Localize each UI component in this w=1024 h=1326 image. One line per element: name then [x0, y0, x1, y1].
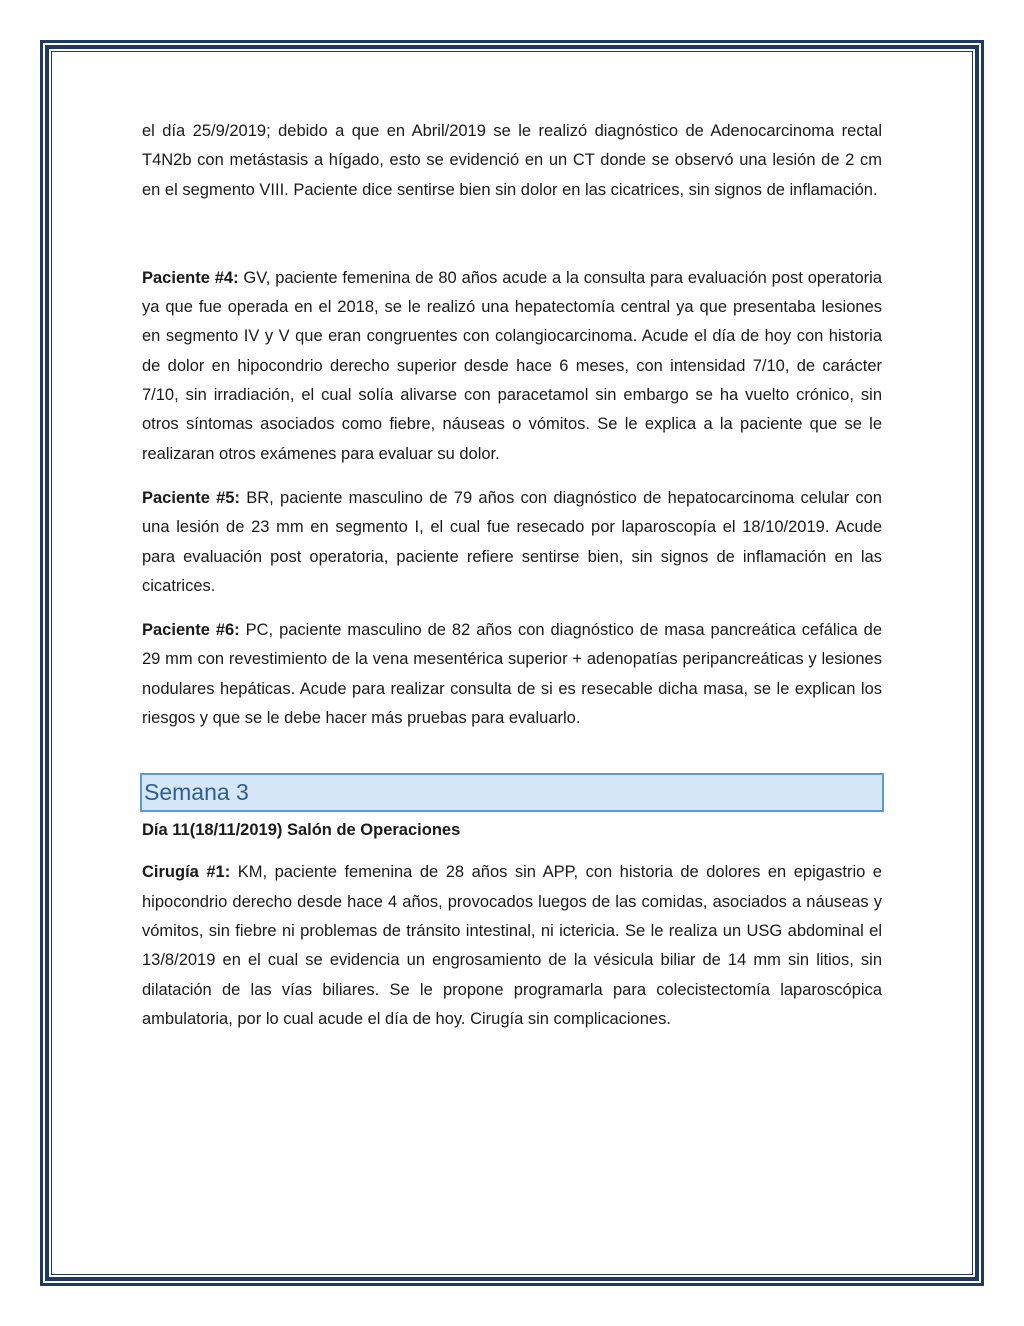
patient-4-text: GV, paciente femenina de 80 años acude a la consulta para evaluación post operatoria ya que fue operada en el 2018, se le realizó una hepatectomía central ya que presentaba lesiones en segmento IV y V que eran congruentes con colangiocarcinoma. Acude el día de hoy con historia de dolor en hipocondrio derecho superior desde hace 6 meses, con intensidad 7/10, de carácter 7/10, sin irradiación, el cual solía alivarse con paracetamol sin embargo se ha vuelto crónico, sin otros síntomas asociados como fiebre, náuseas o vómitos. Se le explica a la paciente que se le realizaran otros exámenes para evaluar su dolor. — [142, 268, 882, 463]
patient-4-label: Paciente #4: — [142, 268, 239, 287]
surgery-1-text: KM, paciente femenina de 28 años sin APP, con historia de dolores en epigastrio e hipocondrio derecho desde hace 4 años, provocados luegos de las comidas, asociados a náuseas y vómitos, sin fiebre ni problemas de tránsito intestinal, ni ictericia. Se le realiza un USG abdominal el 13/8/2019 en el cual se evidencia un engrosamiento de la vésicula biliar de 14 mm sin litios, sin dilatación de las vías biliares. Se le propone programarla para colecistectomía laparoscópica ambulatoria, por lo cual acude el día de hoy. Cirugía sin complicaciones. — [142, 863, 882, 1028]
day-heading: Día 11(18/11/2019) Salón de Operaciones — [142, 821, 461, 840]
surgery-1-paragraph — [142, 858, 882, 1034]
patient-5-paragraph — [142, 484, 882, 601]
page-content — [142, 117, 882, 1034]
patient-4-paragraph — [142, 264, 882, 469]
section-title: Semana 3 — [144, 779, 249, 806]
patient-6-text: PC, paciente masculino de 82 años con diagnóstico de masa pancreática cefálica de 29 mm con revestimiento de la vena mesentérica superior + adenopatías peripancreáticas y lesiones nodulares hepáticas. Acude para realizar consulta de si es resecable dicha masa, se le explican los riesgos y que se le debe hacer más pruebas para evaluarlo. — [142, 621, 882, 728]
patient-6-label: Paciente #6: — [142, 621, 240, 640]
surgery-1-label: Cirugía #1: — [142, 863, 231, 882]
patient-5-text: BR, paciente masculino de 79 años con diagnóstico de hepatocarcinoma celular con una lesión de 23 mm en segmento I, el cual fue resecado por laparoscopía el 18/10/2019. Acude para evaluación post operatoria, paciente refiere sentirse bien, sin signos de inflamación en las cicatrices. — [142, 488, 882, 595]
patient-5-label: Paciente #5: — [142, 488, 240, 507]
section-header-bar — [140, 773, 884, 812]
continued-paragraph: el día 25/9/2019; debido a que en Abril/2019 se le realizó diagnóstico de Adenocarcinoma rectal T4N2b con metástasis a hígado, esto se evidenció en un CT donde se observó una lesión de 2 cm en el segmento VIII. Paciente dice sentirse bien sin dolor en las cicatrices, sin signos de inflamación. — [142, 122, 882, 199]
patient-6-paragraph — [142, 616, 882, 733]
